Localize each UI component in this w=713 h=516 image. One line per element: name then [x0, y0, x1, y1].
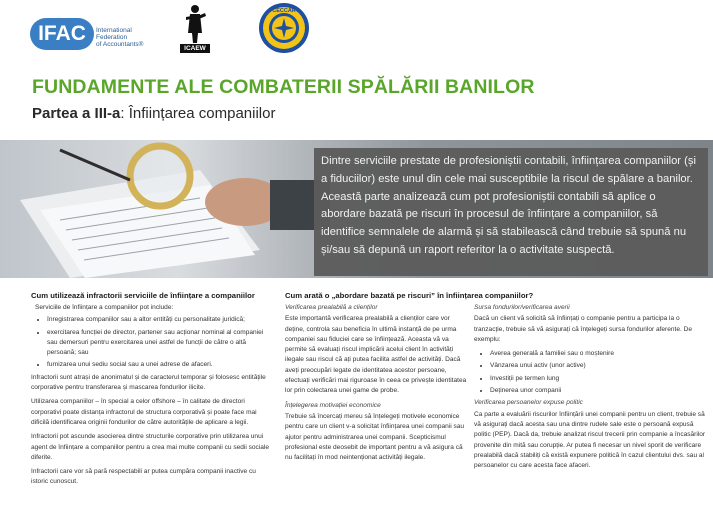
col2-subheading: Înțelegerea motivației economice	[285, 401, 381, 409]
list-item: • Deținerea unor companii	[490, 386, 708, 396]
icaew-crest-icon	[180, 3, 210, 45]
ceccar-logo	[258, 2, 310, 54]
list-item: • înregistrarea companiilor sau a altor entități cu personalitate juridică;	[47, 315, 273, 325]
ifac-logo	[30, 14, 155, 54]
col3-body	[474, 303, 708, 475]
col2-body	[285, 303, 471, 467]
list-item: • Vânzarea unui activ (unor active)	[490, 361, 708, 371]
col2-paragraph: Trebuie să încercați mereu să înțelegeți motivele economice pentru care un client v-a solicitat înființarea unei companii sau ajutor pentru administrarea unei companii. Scepticismul profesional este deosebit de important pentru a vă asigura că nu facilitați în mod neintenționat activități ilegale.	[285, 412, 465, 462]
icaew-logo	[180, 3, 210, 53]
ifac-logo-mark: IFAC	[30, 18, 94, 50]
col3-subheading: Verificarea persoanelor expuse politic	[474, 399, 583, 407]
col1-paragraph: Infractorii care vor să pară respectabili ar putea cumpăra companii inactive cu istoric cunoscut.	[31, 468, 256, 486]
col2-heading: Cum arată o „abordare bazată pe riscuri” în înființarea companiilor?	[285, 291, 534, 300]
col2-subheading: Verificarea prealabilă a clienților	[285, 304, 378, 311]
col1-lead: Serviciile de înființare a companiilor pot include:	[35, 304, 174, 311]
ifac-logo-text: International Federation of Accountants®	[96, 27, 144, 48]
subtitle-rest: : Înființarea companiilor	[120, 105, 276, 122]
list-item: • Averea generală a familiei sau o moștenire	[490, 349, 708, 359]
list-item: • Investiții pe termen lung	[490, 374, 708, 384]
ceccar-seal-icon	[258, 2, 310, 54]
col1-heading: Cum utilizează infractorii serviciile de înființare a companiilor	[31, 291, 255, 300]
col1-body	[31, 303, 273, 492]
col3-paragraph: Dacă un client vă solicită să înființați o companie pentru a participa la o tranzacție, trebuie să vă asigurați că înțelegeți sursa fondurilor aferente. De exemplu:	[474, 315, 692, 343]
page-subtitle	[32, 105, 275, 122]
col2-paragraph: Este importantă verificarea prealabilă a clienților care vor deține, controla sau beneficia în ultimă instanță de pe urma companiei sau fiduciei care se înființează. Aceasta vă va permite să evaluați riscul implicării acelui client în activități ilegale sau riscul că ați putea facilita astfel de activități. Dacă aveți preocupări legate de identitatea acestor persoane, efectuați verificări mai riguroase în ceea ce privește identitatea lor prin colectarea unei game de probe.	[285, 315, 467, 395]
col1-paragraph: Utilizarea companiilor – în special a celor offshore – în calitate de directori corporativi poate distanța infractorul de structura corporativă și poate face mai dificilă identificarea originii fondurilor de către autoritățile de aplicare a legii.	[31, 398, 257, 426]
col1-paragraph: Infractorii sunt atrași de anonimatul și de caracterul temporar și folosesc entitățile corporative pentru transferarea și mascarea fondurilor ilicite.	[31, 373, 266, 392]
col3-subheading: Sursa fondurilor/verificarea averii	[474, 304, 570, 311]
col1-paragraph: Infractorii pot ascunde asocierea dintre structurile corporative prin utilizarea unui agent de înființare a companiilor pentru a crea mai multe companii cu sedii sociale diferite.	[31, 433, 269, 461]
list-item: • furnizarea unui sediu social sau a unei adrese de afaceri.	[47, 360, 273, 370]
icaew-logo-label: ICAEW	[180, 44, 210, 53]
page-title: FUNDAMENTE ALE COMBATERII SPĂLĂRII BANILOR	[32, 76, 535, 98]
col3-paragraph: Ca parte a evaluării riscurilor înființării unei companii pentru un client, trebuie să vă asigurați dacă acesta sau una dintre rudele sale este o persoană expusă politic (PEP). Dacă da, trebuie analizat riscul trecerii prin companie a încasărilor provenite din mită sau corupție. Ar putea fi necesar un nivel sporit de verificare prealabilă dacă stabiliți că există expunere politică în cazul clientului dvs. sau al persoanelor cu care acesta face afaceri.	[474, 410, 706, 470]
col1-bullet-list	[31, 315, 273, 370]
list-item: • exercitarea funcției de director, partener sau acționar nominal al companiei sau demersuri pentru exercitarea unei astfel de funcții de către o altă persoană; sau	[47, 328, 273, 359]
intro-text: Dintre serviciile prestate de profesioniștii contabili, înființarea companiilor (și a fiduciilor) este unul din cele mai susceptibile la riscul de spălare a banilor. Această parte analizează cum pot profesioniștii contabili să aplice o abordare bazată pe riscuri în procesul de înființare a companiilor, să identifice semnalele de alarmă și să stabilească când trebuie să spună nu și/sau să depună un raport referitor la o activitate suspectă.	[321, 155, 696, 256]
svg-text:CECCAR: CECCAR	[272, 8, 296, 14]
subtitle-part: Partea a III-a	[32, 105, 121, 122]
col3-bullet-list	[474, 349, 708, 396]
